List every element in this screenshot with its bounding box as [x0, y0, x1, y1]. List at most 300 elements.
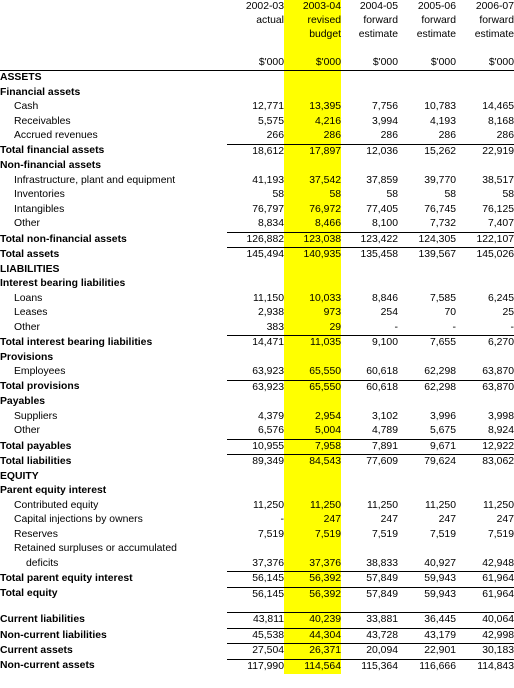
value-cell: 11,150	[252, 292, 284, 304]
value-cell: 3,994	[371, 115, 398, 127]
header-row-unit	[0, 56, 514, 71]
value-cell: 76,972	[284, 203, 341, 218]
value-cell: 7,756	[371, 101, 398, 112]
header-unit: $'000	[284, 56, 341, 71]
value-cell: 9,671	[398, 439, 456, 455]
total-row	[0, 380, 514, 395]
row-label: Cash	[14, 101, 39, 112]
header-subtype: estimate	[474, 29, 514, 40]
value-cell	[341, 263, 398, 278]
value-cell	[341, 351, 398, 366]
value-cell	[284, 86, 341, 101]
value-cell	[398, 263, 456, 278]
value-cell: 20,094	[341, 644, 398, 660]
value-cell: 12,771	[252, 101, 284, 112]
row-label: Parent equity interest	[0, 485, 107, 496]
value-cell: 8,168	[487, 115, 514, 127]
header-subtype: estimate	[416, 29, 456, 40]
row-label: Reserves	[14, 528, 58, 540]
row-label: Total non-financial assets	[0, 233, 127, 245]
line-item-row	[0, 188, 514, 203]
value-cell	[456, 71, 514, 86]
value-cell: 30,183	[456, 644, 514, 660]
row-label: Infrastructure, plant and equipment	[14, 174, 176, 186]
header-type: forward	[479, 15, 514, 26]
section-heading	[0, 470, 514, 485]
value-cell	[398, 71, 456, 86]
value-cell: 61,964	[456, 572, 514, 588]
value-cell: 26,371	[284, 644, 341, 660]
value-cell: 60,618	[341, 380, 398, 395]
header-spacer	[0, 14, 227, 28]
value-cell: 63,870	[482, 366, 514, 377]
value-cell: 11,250	[424, 499, 456, 511]
value-cell: 6,245	[487, 292, 514, 304]
value-cell: 77,405	[366, 203, 398, 215]
value-cell: 58	[444, 189, 456, 200]
value-cell: 36,445	[398, 613, 456, 629]
row-label: Total payables	[0, 440, 72, 452]
value-cell	[227, 277, 284, 292]
value-cell: 56,392	[284, 587, 341, 602]
value-cell	[456, 159, 514, 174]
value-cell: -	[510, 321, 514, 333]
line-item-row	[0, 115, 514, 130]
line-item-row	[0, 174, 514, 189]
value-cell: 57,849	[341, 587, 398, 602]
header-row-year	[0, 0, 514, 14]
total-row	[0, 232, 514, 248]
header-year: 2005-06	[417, 1, 456, 12]
value-cell: 145,494	[227, 248, 284, 263]
header-type: revised	[284, 14, 341, 28]
value-cell: 12,036	[341, 144, 398, 159]
value-cell: 61,964	[456, 587, 514, 602]
value-cell: 76,125	[482, 203, 514, 215]
value-cell: 17,897	[284, 144, 341, 159]
line-item-row	[0, 306, 514, 321]
value-cell	[456, 484, 514, 499]
value-cell: 63,923	[252, 366, 284, 377]
subsection-heading	[0, 484, 514, 499]
value-cell: 7,407	[487, 218, 514, 229]
value-cell: 41,193	[252, 174, 284, 186]
value-cell: 4,216	[284, 115, 341, 130]
value-cell: 22,919	[456, 144, 514, 159]
line-item-row	[0, 513, 514, 528]
value-cell: -	[394, 321, 398, 333]
value-cell: 117,990	[227, 659, 284, 674]
value-cell: 7,655	[398, 336, 456, 351]
value-cell: 12,922	[456, 439, 514, 455]
value-cell: 37,542	[284, 174, 341, 189]
line-item-row	[0, 528, 514, 543]
row-label: Non-financial assets	[0, 160, 102, 171]
value-cell: 383	[266, 321, 284, 333]
value-cell	[284, 351, 341, 366]
row-label: Provisions	[0, 351, 54, 363]
value-cell	[398, 395, 456, 410]
row-label: Current liabilities	[0, 614, 85, 625]
value-cell: 10,783	[424, 101, 456, 112]
value-cell: 4,379	[257, 410, 284, 422]
spacer-row	[0, 602, 514, 613]
total-row	[0, 336, 514, 351]
value-cell: 7,891	[341, 439, 398, 455]
value-cell: 8,834	[257, 218, 284, 229]
value-cell	[341, 484, 398, 499]
value-cell: 4,193	[429, 115, 456, 127]
total-row	[0, 248, 514, 263]
value-cell	[398, 277, 456, 292]
total-row	[0, 613, 514, 629]
value-cell	[341, 86, 398, 101]
total-row	[0, 644, 514, 660]
row-label: Total interest bearing liabilities	[0, 336, 153, 348]
value-cell	[341, 71, 398, 86]
value-cell: 11,250	[252, 499, 284, 511]
row-label: Total parent equity interest	[0, 573, 133, 584]
row-label: Suppliers	[14, 410, 58, 422]
value-cell: 140,935	[284, 248, 341, 263]
total-row	[0, 455, 514, 470]
value-cell: 59,943	[398, 587, 456, 602]
value-cell: 10,955	[227, 439, 284, 455]
value-cell	[284, 159, 341, 174]
header-spacer	[0, 56, 227, 71]
line-item-row	[0, 217, 514, 232]
value-cell	[227, 263, 284, 278]
value-cell: 7,732	[429, 218, 456, 229]
header-spacer	[0, 0, 227, 14]
value-cell: 3,998	[487, 410, 514, 422]
row-label: Non-current liabilities	[0, 629, 107, 641]
value-cell: 83,062	[456, 455, 514, 470]
value-cell: 25	[502, 307, 514, 318]
row-label: Capital injections by owners	[14, 514, 143, 525]
value-cell: 7,519	[371, 528, 398, 540]
value-cell: 247	[438, 514, 456, 525]
line-item-row	[0, 557, 514, 572]
value-cell: 37,859	[366, 174, 398, 186]
value-cell	[227, 395, 284, 410]
value-cell: -	[452, 321, 456, 333]
header-year: 2006-07	[475, 1, 514, 12]
value-cell: 37,376	[252, 557, 284, 569]
value-cell: 139,567	[398, 248, 456, 263]
value-cell: 11,035	[284, 336, 341, 351]
total-row	[0, 572, 514, 588]
value-cell: 11,250	[366, 499, 398, 511]
value-cell: 286	[380, 130, 398, 141]
value-cell: 59,943	[398, 572, 456, 588]
value-cell	[341, 277, 398, 292]
row-label: Loans	[14, 292, 43, 304]
value-cell: 56,392	[284, 572, 341, 588]
value-cell: 6,576	[257, 425, 284, 436]
value-cell: 38,517	[482, 174, 514, 186]
value-cell: 77,609	[341, 455, 398, 470]
value-cell: 7,585	[429, 292, 456, 304]
line-item-row	[0, 542, 514, 557]
row-label: Current assets	[0, 645, 73, 656]
value-cell: 5,675	[429, 425, 456, 436]
value-cell: 58	[284, 188, 341, 203]
value-cell: 45,538	[227, 628, 284, 644]
value-cell: 40,064	[456, 613, 514, 629]
row-label: Other	[14, 218, 40, 230]
header-subtype	[227, 28, 284, 42]
value-cell: 79,624	[398, 455, 456, 470]
line-item-row	[0, 410, 514, 425]
header-type: forward	[363, 15, 398, 26]
value-cell: 65,550	[284, 365, 341, 380]
row-label: Leases	[14, 307, 48, 318]
value-cell: 122,107	[456, 232, 514, 248]
value-cell: 63,923	[227, 380, 284, 395]
value-cell: 43,728	[341, 628, 398, 644]
row-label: Inventories	[14, 189, 65, 200]
header-unit: $'000	[398, 56, 456, 71]
value-cell: 65,550	[284, 380, 341, 395]
value-cell	[227, 542, 284, 557]
value-cell: 7,519	[257, 528, 284, 540]
value-cell: 115,364	[341, 659, 398, 674]
value-cell: 13,395	[284, 100, 341, 115]
value-cell: 44,304	[284, 628, 341, 644]
value-cell: 3,996	[429, 410, 456, 422]
value-cell: 5,575	[257, 115, 284, 127]
header-unit: $'000	[227, 56, 284, 71]
value-cell: 58	[272, 189, 284, 200]
value-cell: 247	[284, 513, 341, 528]
value-cell: 18,612	[227, 144, 284, 159]
value-cell: 56,145	[227, 572, 284, 588]
value-cell	[284, 263, 341, 278]
row-label: EQUITY	[0, 470, 39, 482]
value-cell: 973	[284, 306, 341, 321]
value-cell: 135,458	[341, 248, 398, 263]
value-cell	[456, 351, 514, 366]
value-cell	[227, 351, 284, 366]
value-cell	[284, 484, 341, 499]
value-cell: 43,811	[227, 613, 284, 629]
value-cell: 60,618	[366, 366, 398, 377]
value-cell: 11,250	[284, 499, 341, 514]
row-label: deficits	[26, 557, 59, 569]
subsection-heading	[0, 395, 514, 410]
value-cell: 286	[496, 130, 514, 141]
subsection-heading	[0, 86, 514, 101]
total-row	[0, 144, 514, 159]
header-unit: $'000	[456, 56, 514, 71]
row-label: Total provisions	[0, 381, 80, 393]
value-cell: 15,262	[398, 144, 456, 159]
value-cell: 39,770	[424, 174, 456, 186]
row-label: Interest bearing liabilities	[0, 278, 126, 289]
value-cell: 6,270	[456, 336, 514, 351]
row-label: Retained surpluses or accumulated	[14, 543, 177, 554]
value-cell	[341, 395, 398, 410]
value-cell: 57,849	[341, 572, 398, 588]
value-cell	[456, 86, 514, 101]
value-cell	[227, 484, 284, 499]
value-cell: 22,901	[398, 644, 456, 660]
value-cell: 14,465	[482, 101, 514, 112]
line-item-row	[0, 129, 514, 144]
value-cell: 266	[266, 130, 284, 141]
value-cell: 286	[284, 129, 341, 144]
header-row-type	[0, 14, 514, 28]
value-cell: 7,519	[487, 528, 514, 540]
value-cell	[341, 159, 398, 174]
line-item-row	[0, 499, 514, 514]
value-cell: 27,504	[227, 644, 284, 660]
value-cell	[456, 263, 514, 278]
value-cell: 8,100	[371, 218, 398, 229]
value-cell: 56,145	[227, 587, 284, 602]
value-cell: 38,833	[366, 557, 398, 569]
value-cell: 116,666	[398, 659, 456, 674]
value-cell: 84,543	[284, 455, 341, 470]
value-cell	[398, 484, 456, 499]
header-type: actual	[256, 15, 284, 26]
value-cell	[284, 542, 341, 557]
value-cell: 7,519	[429, 528, 456, 540]
value-cell: 42,948	[482, 557, 514, 569]
value-cell: 10,033	[284, 292, 341, 307]
value-cell	[456, 277, 514, 292]
header-year: 2002-03	[245, 1, 284, 12]
value-cell: 124,305	[398, 232, 456, 248]
value-cell	[227, 71, 284, 86]
row-label: ASSETS	[0, 72, 42, 83]
total-row	[0, 659, 514, 674]
row-label: Other	[14, 321, 40, 333]
value-cell: 3,102	[371, 410, 398, 422]
total-row	[0, 587, 514, 602]
line-item-row	[0, 365, 514, 380]
header-row-spacer	[0, 42, 514, 56]
value-cell: 76,797	[252, 203, 284, 215]
value-cell	[284, 395, 341, 410]
value-cell: 29	[284, 321, 341, 336]
value-cell: 123,038	[284, 232, 341, 248]
value-cell: 5,004	[284, 424, 341, 439]
value-cell: 76,745	[424, 203, 456, 215]
row-label: Payables	[0, 396, 46, 407]
row-label: Total equity	[0, 588, 58, 600]
value-cell: 42,998	[456, 628, 514, 644]
row-label: Non-current assets	[0, 660, 95, 672]
header-unit: $'000	[341, 56, 398, 71]
value-cell	[284, 71, 341, 86]
row-label: Employees	[14, 366, 66, 378]
line-item-row	[0, 292, 514, 307]
value-cell: 63,870	[456, 380, 514, 395]
section-heading	[0, 263, 514, 278]
row-label: Total liabilities	[0, 455, 72, 467]
value-cell	[398, 351, 456, 366]
value-cell: 9,100	[341, 336, 398, 351]
line-item-row	[0, 321, 514, 336]
subsection-heading	[0, 277, 514, 292]
value-cell: 58	[502, 189, 514, 200]
value-cell	[341, 542, 398, 557]
value-cell	[398, 470, 456, 485]
header-subtype: budget	[284, 28, 341, 42]
line-item-row	[0, 424, 514, 439]
value-cell: 254	[380, 307, 398, 318]
value-cell: 33,881	[341, 613, 398, 629]
value-cell: 40,927	[424, 557, 456, 569]
value-cell: 8,846	[371, 292, 398, 304]
value-cell: 40,239	[284, 613, 341, 629]
value-cell: 247	[380, 514, 398, 525]
header-subtype: estimate	[358, 29, 398, 40]
value-cell: -	[280, 514, 284, 525]
line-item-row	[0, 203, 514, 218]
row-label: Contributed equity	[14, 499, 99, 511]
value-cell: 4,789	[371, 425, 398, 436]
value-cell	[456, 470, 514, 485]
value-cell	[398, 159, 456, 174]
value-cell: 62,298	[398, 380, 456, 395]
value-cell: 247	[496, 514, 514, 525]
row-label: Total assets	[0, 248, 60, 260]
subsection-heading	[0, 351, 514, 366]
header-row-subtype	[0, 28, 514, 42]
value-cell: 114,843	[456, 659, 514, 674]
value-cell: 7,519	[284, 528, 341, 543]
value-cell	[398, 86, 456, 101]
total-row	[0, 628, 514, 644]
value-cell: 37,376	[284, 557, 341, 572]
row-label: Financial assets	[0, 86, 81, 98]
header-year: 2003-04	[284, 0, 341, 14]
line-item-row	[0, 100, 514, 115]
row-label: LIABILITIES	[0, 263, 60, 275]
row-label: Intangibles	[14, 203, 65, 215]
value-cell: 8,924	[487, 425, 514, 436]
value-cell	[456, 542, 514, 557]
value-cell: 58	[386, 189, 398, 200]
value-cell: 43,179	[398, 628, 456, 644]
value-cell: 11,250	[482, 499, 514, 511]
value-cell: 14,471	[227, 336, 284, 351]
value-cell: 70	[444, 307, 456, 318]
header-type: forward	[421, 15, 456, 26]
total-row	[0, 439, 514, 455]
subsection-heading	[0, 159, 514, 174]
value-cell: 286	[438, 130, 456, 141]
value-cell: 8,466	[284, 217, 341, 232]
value-cell: 62,298	[424, 366, 456, 377]
row-label: Total financial assets	[0, 145, 105, 157]
value-cell	[227, 470, 284, 485]
value-cell: 114,564	[284, 659, 341, 674]
value-cell: 2,938	[257, 307, 284, 318]
value-cell	[456, 395, 514, 410]
value-cell: 89,349	[227, 455, 284, 470]
value-cell	[284, 470, 341, 485]
header-year: 2004-05	[359, 1, 398, 12]
value-cell: 2,954	[284, 410, 341, 425]
row-label: Other	[14, 425, 40, 437]
value-cell: 126,882	[227, 232, 284, 248]
section-heading	[0, 71, 514, 86]
value-cell	[341, 470, 398, 485]
